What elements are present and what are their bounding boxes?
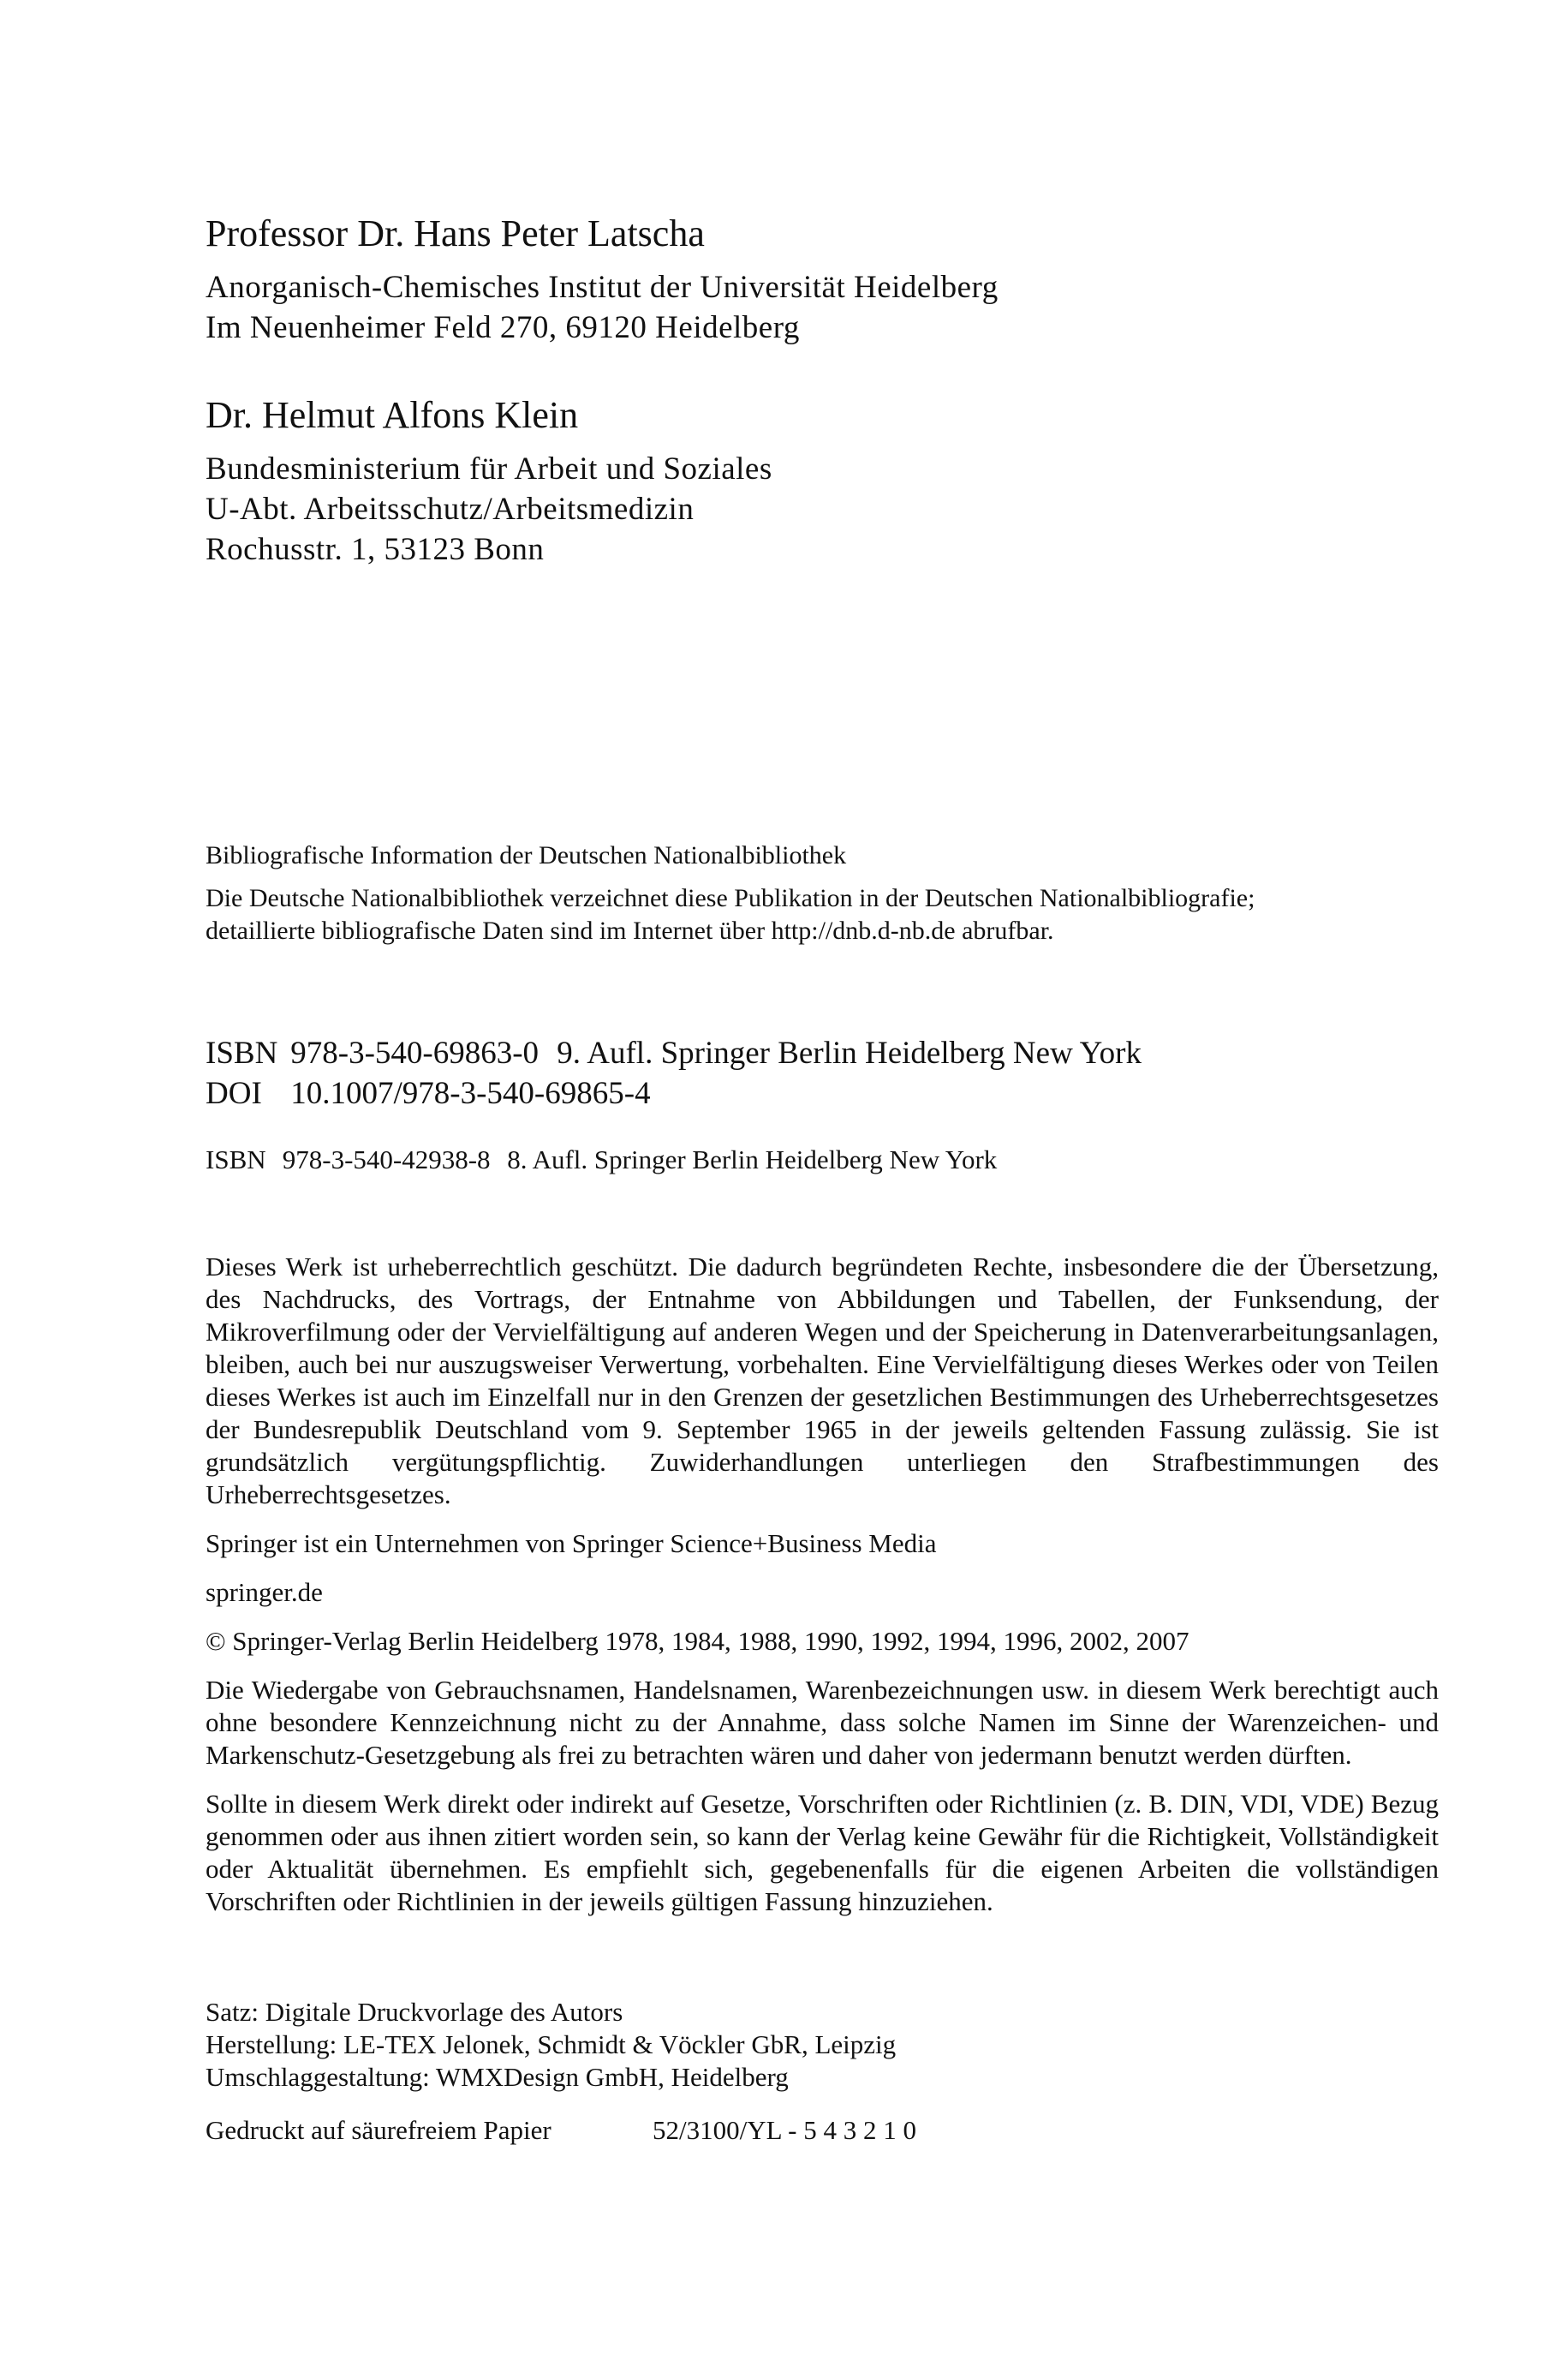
isbn-value: 978-3-540-69863-0 [290, 1036, 540, 1071]
author-department: U-Abt. Arbeitsschutz/Arbeitsmedizin [206, 492, 695, 527]
paper-note: Gedruckt auf säurefreiem Papier [206, 2115, 551, 2145]
doi-label: DOI [206, 1076, 262, 1111]
bibliographic-text-line: detaillierte bibliografische Daten sind im Internet über http://dnb.d-nb.de abrufbar. [206, 917, 1054, 945]
doi-line [206, 1073, 1439, 1114]
author-address: Im Neuenheimer Feld 270, 69120 Heidelberg [206, 310, 800, 345]
isbn-primary-block [206, 1033, 1439, 1114]
bibliographic-title: Bibliografische Information der Deutschen Nationalbibliothek [206, 841, 847, 869]
isbn-secondary-block [206, 1143, 1439, 1177]
author-affiliation: Anorganisch-Chemisches Institut der Universität Heidelberg [206, 270, 999, 305]
bibliographic-text-line: Die Deutsche Nationalbibliothek verzeichnet diese Publikation in der Deutschen Nationalbibliografie; [206, 884, 1255, 912]
isbn-secondary-line [206, 1143, 1439, 1177]
doi-value: 10.1007/978-3-540-69865-4 [290, 1076, 651, 1111]
author-block-latscha [206, 211, 1439, 348]
edition-text: 8. Aufl. Springer Berlin Heidelberg New York [507, 1144, 998, 1174]
edition-text: 9. Aufl. Springer Berlin Heidelberg New York [557, 1036, 1142, 1071]
trademark-notice: Die Wiedergabe von Gebrauchsnamen, Handelsnamen, Warenbezeichnungen usw. in diesem Werk berechtigt auch ohne besondere Kennzeichnung nicht zu der Annahme, dass solche Namen im Sinne der Warenzeichen- und Markenschutz-Gesetzgebung als frei zu betrachten wären und daher von jedermann benutzt werden dürften. [206, 1675, 1439, 1770]
isbn-primary-line [206, 1033, 1439, 1073]
print-code: 52/3100/YL - 5 4 3 2 1 0 [653, 2115, 916, 2145]
bibliographic-info [206, 839, 1439, 947]
copyright-years: © Springer-Verlag Berlin Heidelberg 1978, 1984, 1988, 1990, 1992, 1994, 1996, 2002, 2007 [206, 1626, 1189, 1656]
typesetting-credit: Satz: Digitale Druckvorlage des Autors [206, 1997, 623, 2027]
printing-info [206, 2114, 1439, 2147]
copyright-notice: Dieses Werk ist urheberrechtlich geschützt. Die dadurch begründeten Rechte, insbesondere die der Übersetzung, des Nachdrucks, des Vortrags, der Entnahme von Abbildungen und Tabellen, der Funksendung, der Mikroverfilmung oder der Vervielfältigung auf anderen Wegen und der Speicherung in Datenverarbeitungsanlagen, bleiben, auch bei nur auszugsweiser Verwertung, vorbehalten. Eine Vervielfältigung dieses Werkes oder von Teilen dieses Werkes ist auch im Einzelfall nur in den Grenzen der gesetzlichen Bestimmungen des Urheberrechtsgesetzes der Bundesrepublik Deutschland vom 9. September 1965 in der jeweils geltenden Fassung zulässig. Sie ist grundsätzlich vergütungspflichtig. Zuwiderhandlungen unterliegen den Strafbestimmungen des Urheberrechtsgesetzes. [206, 1252, 1439, 1509]
isbn-label: ISBN [206, 1144, 266, 1174]
author-name: Dr. Helmut Alfons Klein [206, 394, 579, 436]
publisher-website: springer.de [206, 1577, 323, 1607]
isbn-label: ISBN [206, 1036, 278, 1071]
cover-design-credit: Umschlaggestaltung: WMXDesign GmbH, Heidelberg [206, 2062, 789, 2092]
author-affiliation: Bundesministerium für Arbeit und Soziales [206, 451, 772, 487]
isbn-value: 978-3-540-42938-8 [282, 1144, 491, 1174]
author-address: Rochusstr. 1, 53123 Bonn [206, 532, 545, 567]
author-name: Professor Dr. Hans Peter Latscha [206, 212, 705, 254]
publisher-note: Springer ist ein Unternehmen von Springer Science+Business Media [206, 1528, 937, 1558]
production-credits [206, 1996, 1439, 2094]
production-credit: Herstellung: LE-TEX Jelonek, Schmidt & Vöckler GbR, Leipzig [206, 2029, 897, 2059]
liability-notice: Sollte in diesem Werk direkt oder indirekt auf Gesetze, Vorschriften oder Richtlinien (z. B. DIN, VDI, VDE) Bezug genommen oder aus ihnen zitiert worden sein, so kann der Verlag keine Gewähr für die Richtigkeit, Vollständigkeit oder Aktualität übernehmen. Es empfiehlt sich, gegebenenfalls für die eigenen Arbeiten die vollständigen Vorschriften oder Richtlinien in der jeweils gültigen Fassung hinzuziehen. [206, 1789, 1439, 1916]
author-block-klein [206, 392, 1439, 570]
legal-section [206, 1251, 1439, 1934]
